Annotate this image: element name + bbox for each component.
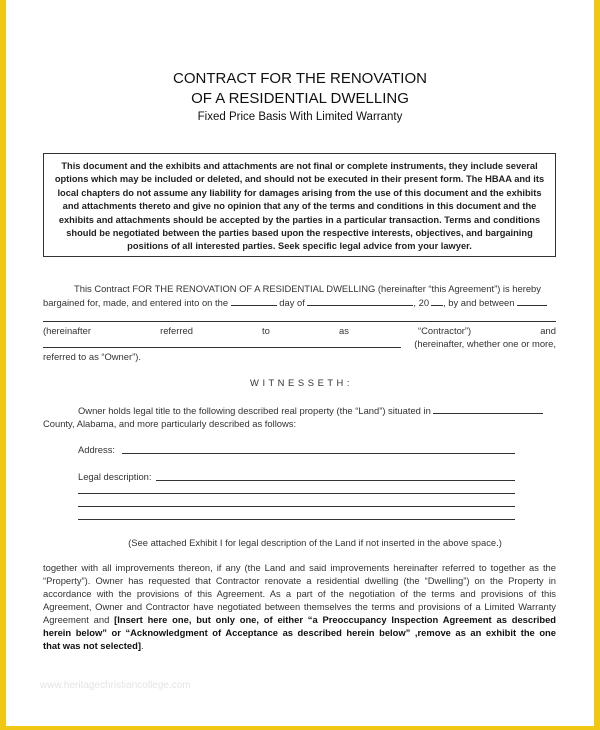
- intro-line2-a: bargained for, made, and entered into on the: [43, 297, 229, 308]
- intro-line3-word: and: [540, 325, 556, 336]
- legal-description-label: Legal description:: [78, 471, 152, 482]
- document-page: [6, 0, 594, 726]
- document-title-line1: CONTRACT FOR THE RENOVATION: [173, 70, 427, 87]
- county-blank[interactable]: [433, 404, 543, 414]
- land-line2: County, Alabama, and more particularly described as follows:: [43, 418, 297, 429]
- document-title-line2: OF A RESIDENTIAL DWELLING: [191, 90, 409, 107]
- exhibit-note: (See attached Exhibit I for legal description of the Land if not inserted in the above space.): [128, 537, 502, 548]
- final-line7-a: that was not selected]: [43, 640, 141, 651]
- disclaimer-box: This document and the exhibits and attachments are not final or complete instruments, they include several options which may be included or deleted, and should not be executed in their present form. The HBAA and its local chapters do not assume any liability for damages arising from the use of this document and the exhibits and attachments thereto and give no opinion that any of the terms and conditions in this document and the exhibits and attachments should be accepted by the parties in a particular transaction. Terms and conditions should be negotiated between the parties based upon the respective interests, objectives, and bargaining positions of all interested parties. Seek specific legal advice from your lawyer.: [43, 153, 556, 257]
- contractor-name-line[interactable]: [43, 321, 556, 322]
- legal-description-line[interactable]: [78, 506, 515, 507]
- final-line3: accordance with the provisions of this Agreement. As a part of the negotiation of the terms and provisions of this: [43, 588, 556, 599]
- intro-line3-word: (hereinafter: [43, 325, 91, 336]
- intro-line3-word: referred: [160, 325, 193, 336]
- intro-line4-tail: (hereinafter, whether one or more,: [414, 338, 556, 349]
- intro-line3-word: as: [338, 325, 349, 336]
- intro-line2-d: , by and between: [443, 297, 515, 308]
- intro-line1: This Contract FOR THE RENOVATION OF A RESIDENTIAL DWELLING (hereinafter “this Agreement”) is hereby: [74, 283, 541, 294]
- date-year-blank[interactable]: [431, 296, 443, 306]
- witnesseth-heading: W I T N E S S E T H :: [250, 377, 350, 388]
- intro-line2: [43, 296, 556, 310]
- legal-description-line[interactable]: [156, 480, 515, 481]
- final-line7: [43, 639, 343, 653]
- land-line1-text: Owner holds legal title to the following described real property (the “Land”) situated in: [78, 405, 431, 416]
- date-day-blank[interactable]: [231, 296, 277, 306]
- watermark: www.heritagechristiancollege.com: [40, 680, 191, 691]
- date-month-blank[interactable]: [307, 296, 413, 306]
- contractor-name-blank[interactable]: [517, 296, 547, 306]
- address-label: Address:: [78, 444, 115, 455]
- final-line1: together with all improvements thereon, if any (the Land and said improvements hereinafter referred to together as the: [43, 562, 556, 573]
- final-line4: Agreement, Owner and Contractor have negotiated between themselves the terms and provisions of a Limited Warranty: [43, 601, 556, 612]
- final-line5-b: [Insert here one, but only one, of either “a Preoccupancy Inspection Agreement as described: [114, 614, 557, 625]
- final-line5: [43, 613, 556, 627]
- intro-line5: referred to as “Owner”).: [43, 351, 141, 362]
- intro-line2-b: day of: [279, 297, 305, 308]
- intro-line3-word: to: [262, 325, 270, 336]
- intro-line2-c: , 20: [413, 297, 430, 308]
- intro-line3-word: “Contractor”): [418, 325, 472, 336]
- legal-description-line[interactable]: [78, 519, 515, 520]
- owner-name-line[interactable]: [43, 347, 401, 348]
- final-line2: “Property”). Owner has requested that Contractor renovate a residential dwelling (the “Dwelling”) on the Property in: [43, 575, 556, 586]
- final-line6: herein below” or “Acknowledgment of Acceptance as described herein below” ,remove as an exhibit the one: [43, 627, 556, 638]
- address-line[interactable]: [122, 453, 515, 454]
- document-subtitle: Fixed Price Basis With Limited Warranty: [197, 111, 403, 123]
- intro-line3: [43, 324, 556, 338]
- land-line1: [78, 404, 558, 418]
- final-line7-b: .: [140, 640, 144, 651]
- final-line5-a: Agreement and: [43, 614, 110, 625]
- legal-description-line[interactable]: [78, 493, 515, 494]
